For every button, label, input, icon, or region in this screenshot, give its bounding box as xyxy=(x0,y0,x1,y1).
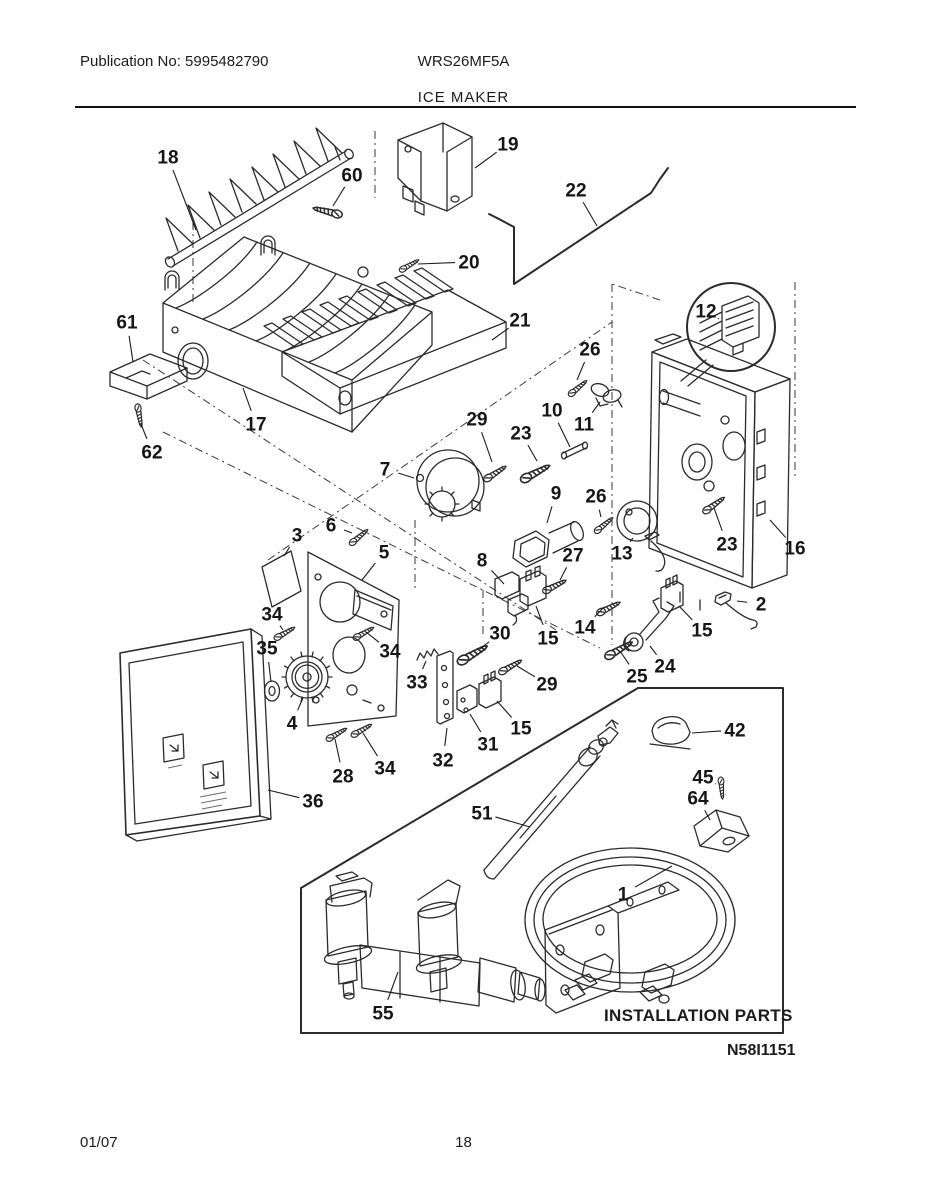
callout-leader-25 xyxy=(620,651,629,664)
callout-leader-22 xyxy=(583,202,597,226)
installation-parts-label: INSTALLATION PARTS xyxy=(604,1006,793,1025)
callout-34: 34 xyxy=(379,641,401,663)
model-number: WRS26MF5A xyxy=(417,53,510,70)
part-spring-33 xyxy=(417,649,438,660)
callout-10: 10 xyxy=(541,400,563,422)
part-screw-29b xyxy=(497,657,523,676)
callout-leader-61 xyxy=(129,336,133,362)
callout-leader-35 xyxy=(269,662,271,682)
callout-leader-42 xyxy=(692,731,721,733)
callout-15: 15 xyxy=(510,718,532,740)
callout-leader-6 xyxy=(344,530,352,533)
callout-leader-17 xyxy=(243,388,251,411)
callout-leader-16 xyxy=(770,520,786,538)
page-title: ICE MAKER xyxy=(417,89,510,106)
publication-number: Publication No: 5995482790 xyxy=(80,53,269,70)
callout-30: 30 xyxy=(489,623,511,645)
callout-leader-15 xyxy=(497,701,512,718)
part-ejector-rake xyxy=(164,128,355,269)
callout-55: 55 xyxy=(372,1003,394,1025)
callout-9: 9 xyxy=(550,483,562,505)
part-screw-6 xyxy=(348,527,370,547)
part-strip-32 xyxy=(437,651,453,724)
callout-24: 24 xyxy=(654,656,676,678)
callout-leader-18 xyxy=(173,170,196,230)
part-clip-2 xyxy=(715,592,757,629)
callout-leader-27 xyxy=(560,567,567,580)
callout-1: 1 xyxy=(617,884,629,906)
callout-31: 31 xyxy=(477,734,499,756)
callout-62: 62 xyxy=(141,442,163,464)
callout-leader-12 xyxy=(718,318,719,319)
callout-leader-33 xyxy=(423,661,426,669)
part-cover-36 xyxy=(120,629,271,841)
callout-layer xyxy=(116,135,805,1025)
callout-33: 33 xyxy=(406,672,428,694)
callout-25: 25 xyxy=(626,666,648,688)
callout-leader-24 xyxy=(650,646,657,655)
callout-27: 27 xyxy=(562,545,584,567)
part-bracket-61 xyxy=(110,354,187,399)
part-label-3 xyxy=(262,551,301,607)
callout-42: 42 xyxy=(724,720,746,742)
part-cap-42 xyxy=(650,717,690,749)
callout-26: 26 xyxy=(579,339,601,361)
part-housing xyxy=(649,334,790,610)
part-gear-4 xyxy=(282,652,332,702)
part-switch-15a xyxy=(520,566,546,606)
callout-34: 34 xyxy=(374,758,396,780)
callout-leader-15 xyxy=(536,606,543,625)
callout-8: 8 xyxy=(476,550,488,572)
footer-page-number: 18 xyxy=(455,1134,472,1151)
callout-64: 64 xyxy=(687,788,709,810)
callout-18: 18 xyxy=(157,147,179,169)
callout-leader-4 xyxy=(298,698,303,710)
callout-61: 61 xyxy=(116,312,138,334)
part-screw-23a xyxy=(519,462,552,485)
callout-leader-10 xyxy=(558,423,570,447)
part-washer-35 xyxy=(265,681,280,701)
callout-26: 26 xyxy=(585,486,607,508)
callout-19: 19 xyxy=(497,134,519,156)
callout-35: 35 xyxy=(256,638,278,660)
callout-11: 11 xyxy=(573,414,595,436)
part-stripper xyxy=(264,268,506,414)
part-screw-62 xyxy=(134,403,144,427)
callout-leader-9 xyxy=(547,506,552,523)
callout-leader-55 xyxy=(388,972,398,1000)
callout-leader-62 xyxy=(141,424,147,439)
callout-leader-29 xyxy=(482,432,492,462)
callout-leader-23 xyxy=(528,445,537,461)
callout-4: 4 xyxy=(286,713,298,735)
callout-leader-23 xyxy=(714,508,722,531)
callout-34: 34 xyxy=(261,604,283,626)
part-fill-tube xyxy=(484,720,618,879)
callout-leader-34 xyxy=(363,733,378,756)
callout-45: 45 xyxy=(692,767,714,789)
callout-leader-31 xyxy=(470,714,481,732)
callout-leader-19 xyxy=(475,152,497,168)
part-screw-27 xyxy=(541,577,567,595)
callout-leader-7 xyxy=(398,473,414,478)
callout-14: 14 xyxy=(574,617,596,639)
callout-leader-36 xyxy=(268,790,299,798)
callout-28: 28 xyxy=(332,766,354,788)
callout-leader-28 xyxy=(335,739,340,762)
callout-21: 21 xyxy=(509,310,531,332)
part-clamp-11 xyxy=(589,381,622,407)
part-ice-mold xyxy=(163,236,432,432)
callout-15: 15 xyxy=(537,628,559,650)
part-motor xyxy=(417,450,485,521)
callout-3: 3 xyxy=(291,525,303,547)
part-screw-29a xyxy=(482,463,508,483)
callout-23: 23 xyxy=(510,423,532,445)
callout-2: 2 xyxy=(755,594,767,616)
part-bracket-64 xyxy=(694,810,749,852)
part-screw-14 xyxy=(595,599,621,617)
callout-leader-11 xyxy=(592,402,600,413)
part-connector-detail xyxy=(681,283,775,386)
callout-17: 17 xyxy=(245,414,267,436)
part-cover-bracket xyxy=(398,123,472,215)
callout-36: 36 xyxy=(302,791,324,813)
callout-leader-5 xyxy=(362,563,375,580)
callout-20: 20 xyxy=(458,252,480,274)
callout-leader-34 xyxy=(366,632,379,642)
callout-leader-1 xyxy=(635,866,672,887)
callout-60: 60 xyxy=(341,165,363,187)
callout-leader-32 xyxy=(445,728,447,746)
callout-leader-8 xyxy=(491,570,504,584)
callout-5: 5 xyxy=(378,542,390,564)
callout-leader-34 xyxy=(280,626,283,630)
callout-23: 23 xyxy=(716,534,738,556)
part-pin-10 xyxy=(562,442,588,459)
callout-6: 6 xyxy=(325,515,337,537)
callout-leader-2 xyxy=(737,601,747,602)
part-screw-26a xyxy=(567,378,589,398)
part-screw-23b xyxy=(701,495,726,516)
callout-29: 29 xyxy=(536,674,558,696)
callout-12: 12 xyxy=(695,301,717,323)
callout-51: 51 xyxy=(471,803,493,825)
footer-date: 01/07 xyxy=(80,1134,118,1151)
callout-13: 13 xyxy=(611,543,633,565)
part-screw-20 xyxy=(398,257,420,273)
part-plate-31 xyxy=(457,685,477,713)
callout-leader-15 xyxy=(679,606,692,620)
callout-leader-60 xyxy=(333,187,345,206)
callout-15: 15 xyxy=(691,620,713,642)
part-screw-34c xyxy=(350,722,373,739)
part-screw-60 xyxy=(312,204,343,219)
drawing-number: N58I1151 xyxy=(727,1042,796,1059)
part-screw-45 xyxy=(718,777,726,800)
callout-29: 29 xyxy=(466,409,488,431)
part-screw-28 xyxy=(325,726,348,743)
callout-leader-26 xyxy=(577,362,585,380)
callout-32: 32 xyxy=(432,750,454,772)
callout-7: 7 xyxy=(379,459,391,481)
installation-parts-box xyxy=(301,688,783,1033)
callout-16: 16 xyxy=(784,538,806,560)
callout-leader-26 xyxy=(599,510,601,517)
callout-leader-29 xyxy=(517,666,535,677)
callout-leader-20 xyxy=(418,263,455,264)
callout-22: 22 xyxy=(565,180,587,202)
